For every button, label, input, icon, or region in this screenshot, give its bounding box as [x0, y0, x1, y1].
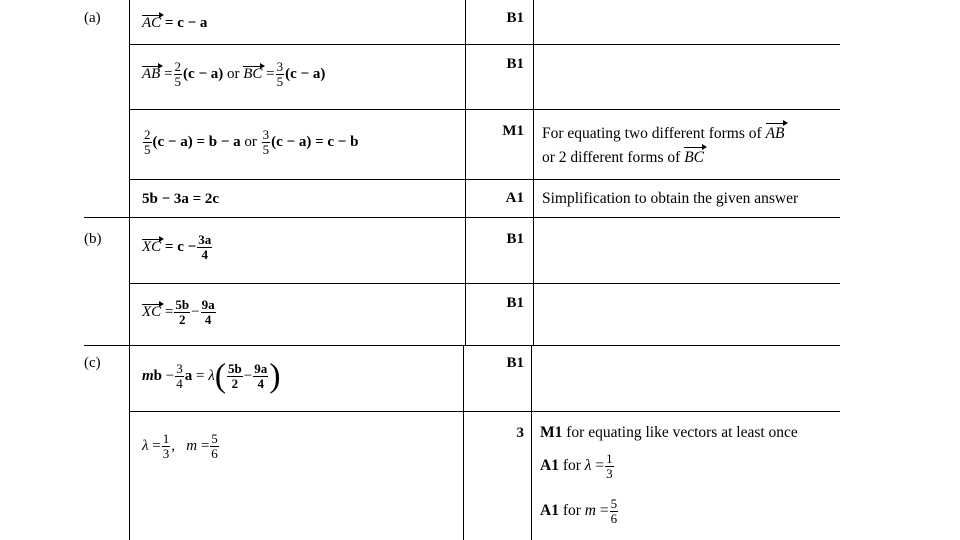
mark-row-3: M1 [502, 123, 524, 139]
mark-row-2: B1 [506, 56, 524, 72]
mark-row-8: 3 [516, 425, 524, 441]
fraction: $\frac{3}{5}$ [262, 127, 270, 157]
note-row-8-var3: m [584, 502, 596, 520]
row-3-or: or [244, 133, 257, 150]
row-3-lhs1: (c − a) = b − a [152, 133, 241, 150]
row-2-eq2: = [266, 65, 275, 82]
row-7-b: b [153, 367, 163, 384]
row-6-minus: − [191, 303, 200, 320]
row-7-lambda: λ [208, 367, 215, 384]
row-7-eq: = [195, 367, 205, 384]
row-line-4 [84, 217, 840, 218]
note-code-a1: A1 [540, 457, 559, 475]
row-3-lhs2: (c − a) = c − b [271, 133, 359, 150]
row-8-eq1: = [152, 437, 161, 454]
row-2-eq1: = [164, 65, 173, 82]
row-8-eq2: = [200, 437, 210, 454]
mark-row-4: A1 [505, 190, 524, 206]
fraction: $\frac{3}{5}$ [276, 59, 284, 89]
vector-xc: XC [142, 303, 162, 320]
mark-row-6: B1 [506, 295, 524, 311]
note-row-8-line3 [540, 497, 619, 526]
row-8-lambda: λ [142, 437, 149, 454]
row-line-1 [129, 44, 840, 45]
row-6-eq: = [164, 303, 174, 320]
fraction: $\frac{5}{6}$ [610, 496, 618, 526]
answer-row-4: 5b − 3a = 2c [142, 191, 220, 207]
col-line-2b [463, 345, 464, 540]
row-5-eq: = c − [164, 238, 197, 255]
row-2-term2: (c − a) [285, 65, 326, 82]
part-b-label: (b) [84, 231, 102, 247]
part-a-label: (a) [84, 10, 101, 26]
note-row-8-text2: for [562, 457, 581, 475]
fraction: $\frac{2}{5}$ [144, 127, 151, 157]
answer-row-8 [142, 432, 220, 461]
note-row-8-text1: for equating like vectors at least once [566, 424, 798, 441]
fraction: $\frac{3a}{4}$ [198, 232, 212, 262]
col-line-1 [129, 0, 130, 540]
answer-row-1 [142, 14, 207, 32]
row-line-7 [129, 411, 840, 412]
col-line-2 [465, 0, 466, 345]
row-7-m: m [142, 367, 154, 384]
note-row-8-eq2: = [595, 457, 605, 475]
note-code-a1: A1 [540, 502, 559, 520]
col-line-3 [533, 0, 534, 345]
fraction: $\frac{5}{6}$ [211, 431, 218, 461]
fraction: $\frac{5b}{2}$ [175, 297, 190, 327]
fraction: $\frac{9a}{4}$ [254, 361, 268, 391]
fraction: $\frac{9a}{4}$ [201, 297, 215, 327]
row-7-a: a [184, 367, 193, 384]
note-row-3-line2: or 2 different forms of [542, 149, 681, 166]
note-row-8-var2: λ [584, 457, 592, 475]
answer-row-2 [142, 60, 325, 89]
part-c-label: (c) [84, 355, 101, 371]
answer-row-3 [142, 128, 358, 157]
answer-row-6 [142, 298, 217, 327]
note-row-8-line2 [540, 452, 615, 481]
row-7-minus: − [165, 367, 175, 384]
fraction: $\frac{1}{3}$ [162, 431, 170, 461]
fraction: $\frac{2}{5}$ [174, 59, 182, 89]
row-1-rhs: = c − a [164, 15, 208, 31]
note-row-8-text3: for [562, 502, 581, 520]
row-8-m: m [186, 437, 198, 454]
row-line-2 [129, 109, 840, 110]
fraction: $\frac{1}{3}$ [606, 451, 613, 481]
vector-bc: BC [684, 146, 704, 170]
vector-ac: AC [142, 15, 162, 31]
mark-row-1: B1 [506, 10, 524, 26]
note-row-8-line1 [540, 421, 798, 445]
answer-row-5 [142, 233, 213, 262]
note-row-4: Simplification to obtain the given answer [542, 190, 799, 207]
col-line-3b [531, 345, 532, 540]
note-row-3-line1: For equating two different forms of [542, 125, 762, 142]
vector-xc: XC [142, 238, 162, 255]
answer-row-7: mb − $\frac{3}{4}$ a = λ( $\frac{5b}{2}$ − $\frac{9a}{4}$ ) [142, 357, 281, 395]
row-2-or: or [227, 65, 240, 82]
vector-ab: AB [142, 65, 161, 82]
row-2-term1: (c − a) [183, 65, 224, 82]
vector-bc: BC [243, 65, 263, 82]
note-code-m1: M1 [540, 424, 563, 441]
note-row-8-eq3: = [599, 502, 609, 520]
fraction: $\frac{5b}{2}$ [228, 361, 242, 391]
note-row-3 [542, 122, 785, 170]
vector-ab: AB [766, 122, 785, 146]
row-line-6 [84, 345, 840, 346]
row-line-5 [129, 283, 840, 284]
fraction: $\frac{3}{4}$ [176, 361, 183, 391]
mark-row-7: B1 [506, 355, 524, 371]
mark-row-5: B1 [506, 231, 524, 247]
row-7-minus2: − [243, 367, 253, 384]
row-8-comma: , [171, 437, 175, 454]
row-line-3 [129, 179, 840, 180]
